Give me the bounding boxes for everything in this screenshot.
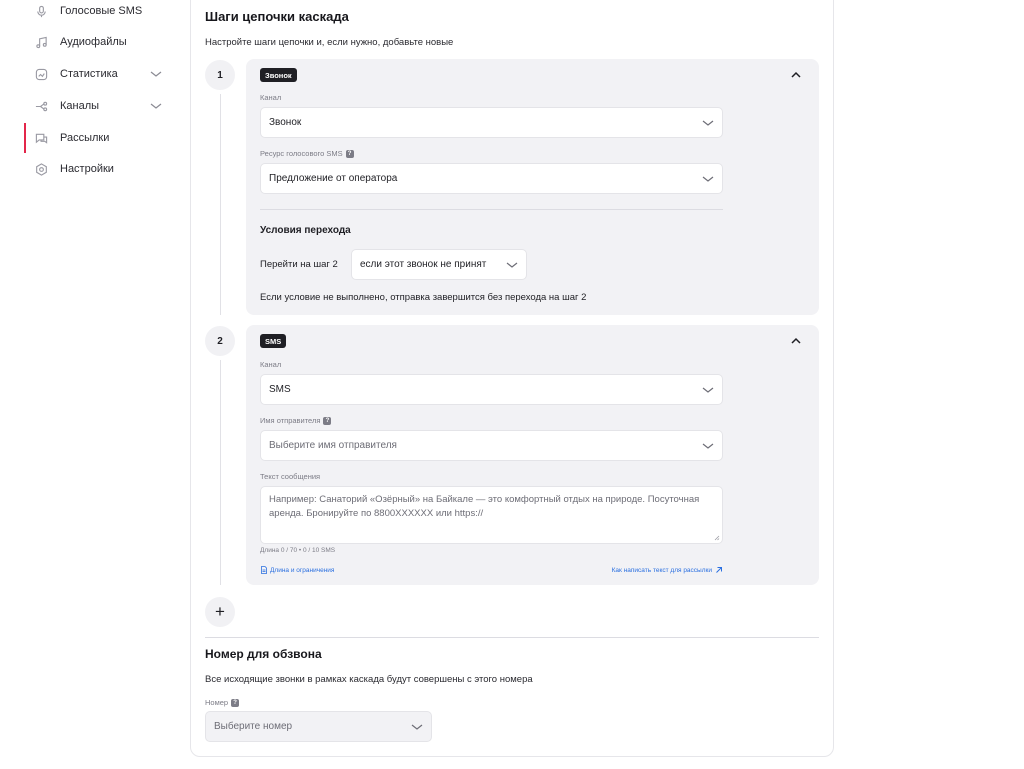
add-step-button[interactable]: + xyxy=(205,597,235,627)
resource-label-text: Ресурс голосового SMS xyxy=(260,149,343,158)
chat-bubbles-icon xyxy=(34,131,48,145)
goto-condition-select[interactable] xyxy=(351,249,527,280)
message-textarea[interactable] xyxy=(260,486,723,544)
chevron-up-icon[interactable] xyxy=(788,333,804,349)
sender-label-text: Имя отправителя xyxy=(260,416,321,425)
resize-handle-icon[interactable] xyxy=(714,535,720,541)
goto-step-label: Перейти на шаг 2 xyxy=(260,259,338,270)
sidebar-item-label: Статистика xyxy=(60,68,118,80)
howto-link-text: Как написать текст для рассылки xyxy=(611,566,712,574)
channel-label: Канал xyxy=(260,93,282,102)
channel-select[interactable] xyxy=(260,374,723,405)
sidebar-item-statistics[interactable] xyxy=(24,59,174,89)
goto-condition-value: если этот звонок не принят xyxy=(360,259,487,270)
message-placeholder: Например: Санаторий «Озёрный» на Байкале — это комфортный отдых на природе. Посуточная аренда. Бронируйте по 8800XXXXXX или https:// xyxy=(269,494,700,519)
channel-label: Канал xyxy=(260,360,282,369)
cascade-subtitle: Настройте шаги цепочки и, если нужно, добавьте новые xyxy=(205,37,454,48)
resource-select-value: Предложение от оператора xyxy=(269,173,398,184)
howto-link[interactable] xyxy=(612,566,723,574)
sidebar-item-mailings[interactable] xyxy=(24,123,174,153)
gear-icon xyxy=(34,162,48,176)
chevron-down-icon xyxy=(702,118,714,128)
resource-select[interactable] xyxy=(260,163,723,194)
chevron-down-icon xyxy=(702,385,714,395)
chevron-down-icon xyxy=(702,441,714,451)
chevron-down-icon xyxy=(506,260,518,270)
help-icon[interactable]: ? xyxy=(346,150,354,158)
sidebar-item-settings[interactable] xyxy=(24,154,174,184)
sidebar-item-label: Каналы xyxy=(60,100,100,112)
sidebar-item-label: Настройки xyxy=(60,163,114,175)
number-label-text: Номер xyxy=(205,698,229,707)
number-select-placeholder: Выберите номер xyxy=(214,721,293,732)
channel-select[interactable] xyxy=(260,107,723,138)
condition-note: Если условие не выполнено, отправка завершится без перехода на шаг 2 xyxy=(260,292,587,303)
step-number: 1 xyxy=(205,60,235,90)
callnumber-title: Номер для обзвона xyxy=(205,647,322,661)
number-select[interactable] xyxy=(205,711,432,742)
chevron-down-icon[interactable] xyxy=(150,69,162,79)
resource-label xyxy=(260,149,354,158)
limits-link[interactable] xyxy=(260,566,334,574)
sidebar-item-audio-files[interactable] xyxy=(24,27,174,57)
chart-icon xyxy=(34,67,48,81)
message-label: Текст сообщения xyxy=(260,472,321,481)
sender-label xyxy=(260,416,331,425)
chevron-down-icon[interactable] xyxy=(150,101,162,111)
chevron-up-icon[interactable] xyxy=(788,67,804,83)
external-arrow-icon xyxy=(715,566,723,574)
step-type-badge: SMS xyxy=(260,334,286,348)
divider xyxy=(260,209,723,210)
channels-icon xyxy=(34,99,48,113)
chevron-down-icon xyxy=(702,174,714,184)
channel-select-value: Звонок xyxy=(269,117,302,128)
sidebar xyxy=(0,0,190,769)
help-icon[interactable]: ? xyxy=(323,417,331,425)
chevron-down-icon xyxy=(411,722,423,732)
step-panel-call xyxy=(246,59,819,315)
length-info: Длина 0 / 70 • 0 / 10 SMS xyxy=(260,547,336,554)
cascade-title: Шаги цепочки каскада xyxy=(205,9,349,24)
sidebar-item-voice-sms[interactable] xyxy=(24,0,174,26)
sidebar-item-label: Рассылки xyxy=(60,132,110,144)
sidebar-item-label: Голосовые SMS xyxy=(60,5,143,17)
step-number: 2 xyxy=(205,326,235,356)
sender-select-placeholder: Выберите имя отправителя xyxy=(269,440,397,451)
sender-select[interactable] xyxy=(260,430,723,461)
step-connector-line xyxy=(220,360,221,585)
section-divider xyxy=(205,637,819,638)
step-type-badge: Звонок xyxy=(260,68,297,82)
conditions-title: Условия перехода xyxy=(260,225,351,236)
step-panel-sms xyxy=(246,325,819,585)
step-connector-line xyxy=(220,94,221,315)
callnumber-subtitle: Все исходящие звонки в рамках каскада будут совершены с этого номера xyxy=(205,674,533,685)
microphone-icon xyxy=(34,4,48,18)
help-icon[interactable]: ? xyxy=(231,699,239,707)
limits-link-text: Длина и ограничения xyxy=(270,566,335,574)
sidebar-item-channels[interactable] xyxy=(24,91,174,121)
music-note-icon xyxy=(34,35,48,49)
document-icon xyxy=(260,566,268,574)
number-label xyxy=(205,698,239,707)
channel-select-value: SMS xyxy=(269,384,291,395)
sidebar-item-label: Аудиофайлы xyxy=(60,36,127,48)
